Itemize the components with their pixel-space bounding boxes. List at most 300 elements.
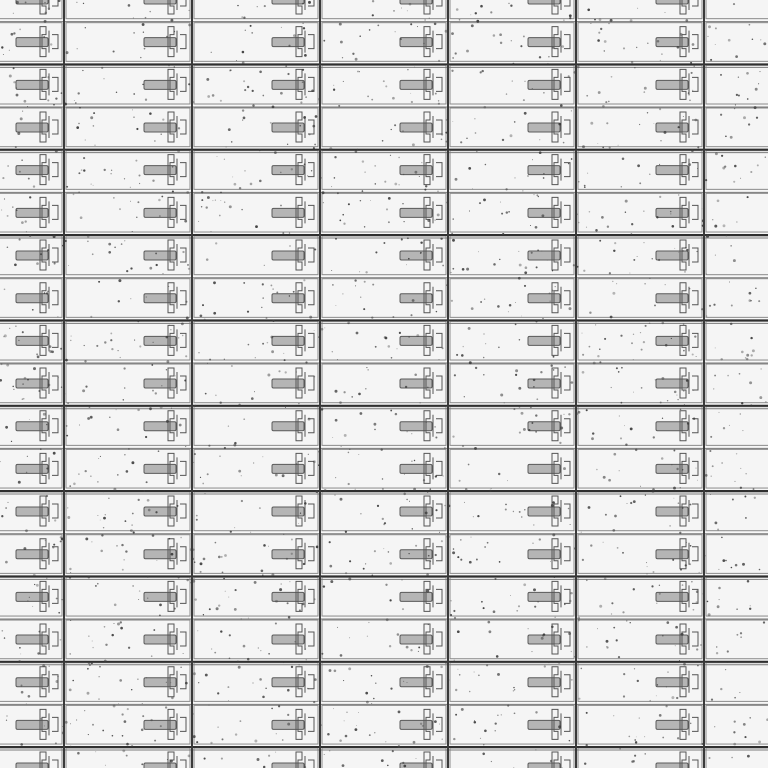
speckle: [100, 550, 103, 553]
speckle: [34, 584, 35, 585]
speckle: [489, 490, 491, 492]
speckle: [303, 279, 305, 281]
slot-icon: [528, 592, 560, 601]
speckle: [486, 664, 488, 666]
speckle: [141, 729, 144, 732]
speckle: [468, 327, 471, 330]
speckle: [407, 237, 409, 239]
speckle: [659, 108, 661, 110]
speckle: [37, 652, 39, 654]
speckle: [760, 39, 761, 40]
speckle: [549, 292, 551, 294]
speckle: [608, 101, 610, 103]
speckle: [388, 345, 391, 348]
speckle: [644, 283, 646, 285]
speckle: [101, 67, 103, 69]
speckle: [588, 506, 591, 509]
speckle: [302, 69, 304, 71]
speckle: [329, 750, 330, 751]
speckle: [633, 334, 634, 335]
speckle: [513, 687, 514, 688]
speckle: [228, 700, 229, 701]
speckle: [84, 710, 85, 711]
speckle: [186, 316, 189, 319]
speckle: [247, 311, 249, 313]
speckle: [241, 475, 242, 476]
speckle: [118, 279, 121, 282]
speckle: [590, 544, 592, 546]
slot-icon: [400, 379, 432, 388]
speckle: [398, 184, 399, 185]
speckle: [283, 662, 284, 663]
speckle: [101, 534, 103, 536]
slot-icon: [656, 80, 688, 89]
speckle: [92, 647, 93, 648]
speckle: [435, 509, 437, 511]
speckle: [602, 105, 605, 108]
speckle: [515, 324, 517, 326]
speckle: [613, 250, 615, 252]
speckle: [673, 498, 674, 499]
slot-icon: [272, 422, 304, 431]
speckle: [304, 54, 307, 57]
speckle: [649, 278, 650, 279]
speckle: [65, 359, 68, 362]
speckle: [451, 233, 452, 234]
speckle: [445, 30, 448, 33]
speckle: [108, 251, 111, 254]
speckle: [441, 138, 443, 140]
speckle: [200, 571, 202, 573]
speckle: [661, 53, 663, 55]
speckle: [264, 265, 265, 266]
speckle: [497, 715, 498, 716]
speckle: [360, 412, 363, 415]
speckle: [543, 92, 545, 94]
speckle: [523, 428, 526, 431]
speckle: [155, 392, 157, 394]
speckle: [547, 260, 548, 261]
speckle: [103, 78, 104, 79]
speckle: [730, 323, 733, 326]
speckle: [593, 362, 596, 365]
speckle: [561, 45, 564, 48]
speckle: [214, 652, 216, 654]
speckle: [170, 19, 173, 22]
speckle: [242, 61, 245, 64]
speckle: [211, 648, 212, 649]
speckle: [4, 198, 5, 199]
speckle: [138, 499, 140, 501]
speckle: [750, 171, 752, 173]
speckle: [332, 351, 333, 352]
slot-icon: [528, 294, 560, 303]
speckle: [441, 133, 443, 135]
speckle: [308, 454, 309, 455]
speckle: [228, 128, 231, 131]
speckle: [678, 194, 679, 195]
speckle: [490, 11, 492, 13]
speckle: [541, 214, 544, 217]
speckle: [56, 680, 59, 683]
speckle: [551, 626, 554, 629]
speckle: [302, 603, 305, 606]
speckle: [299, 125, 301, 127]
speckle: [7, 215, 9, 217]
speckle: [424, 19, 426, 21]
speckle: [105, 765, 106, 766]
speckle: [357, 71, 359, 73]
speckle: [133, 32, 135, 34]
speckle: [8, 502, 9, 503]
speckle: [531, 252, 533, 254]
speckle: [623, 47, 625, 49]
speckle: [245, 30, 246, 31]
speckle: [136, 217, 137, 218]
speckle: [442, 739, 443, 740]
speckle: [714, 726, 715, 727]
speckle: [143, 32, 144, 33]
speckle: [733, 259, 736, 262]
speckle: [66, 51, 69, 54]
speckle: [66, 186, 68, 188]
speckle: [733, 3, 735, 5]
speckle: [300, 101, 302, 103]
speckle: [731, 567, 733, 569]
speckle: [19, 647, 21, 649]
speckle: [21, 691, 24, 694]
speckle: [374, 732, 375, 733]
slot-icon: [144, 38, 176, 47]
speckle: [40, 253, 42, 255]
speckle: [202, 483, 204, 485]
speckle: [244, 89, 246, 91]
speckle: [275, 752, 276, 753]
speckle: [683, 116, 684, 117]
speckle: [29, 234, 32, 237]
speckle: [230, 531, 232, 533]
speckle: [605, 101, 607, 103]
speckle: [126, 755, 128, 757]
speckle: [747, 580, 750, 583]
speckle: [271, 350, 274, 353]
speckle: [342, 293, 343, 294]
speckle: [238, 404, 240, 406]
speckle: [696, 356, 697, 357]
speckle: [128, 448, 129, 449]
speckle: [46, 467, 48, 469]
speckle: [211, 231, 212, 232]
speckle: [7, 246, 9, 248]
speckle: [32, 606, 33, 607]
speckle: [242, 120, 243, 121]
speckle: [139, 183, 140, 184]
speckle: [142, 84, 143, 85]
speckle: [410, 649, 412, 651]
speckle: [643, 211, 644, 212]
speckle: [482, 70, 484, 72]
speckle: [653, 571, 655, 573]
speckle: [363, 568, 365, 570]
speckle: [474, 721, 477, 724]
speckle: [513, 408, 515, 410]
speckle: [752, 38, 754, 40]
speckle: [476, 559, 478, 561]
speckle: [483, 333, 484, 334]
speckle: [132, 513, 134, 515]
speckle: [178, 337, 179, 338]
speckle: [701, 743, 703, 745]
speckle: [533, 386, 534, 387]
speckle: [758, 83, 759, 84]
speckle: [108, 498, 109, 499]
locker-panel: [706, 620, 768, 659]
speckle: [693, 418, 695, 420]
speckle: [521, 412, 524, 415]
speckle: [705, 556, 706, 557]
speckle: [408, 336, 409, 337]
speckle: [177, 149, 180, 152]
speckle: [287, 723, 290, 726]
speckle: [459, 674, 461, 676]
speckle: [365, 563, 366, 564]
speckle: [150, 719, 152, 721]
speckle: [118, 300, 120, 302]
speckle: [220, 100, 222, 102]
speckle: [429, 560, 431, 562]
speckle: [213, 281, 216, 284]
speckle: [621, 186, 623, 188]
speckle: [304, 502, 307, 505]
speckle: [289, 232, 290, 233]
speckle: [641, 387, 643, 389]
speckle: [630, 502, 632, 504]
speckle: [672, 559, 674, 561]
slot-icon: [16, 763, 48, 768]
speckle: [283, 353, 284, 354]
speckle: [384, 522, 386, 524]
speckle: [498, 473, 500, 475]
speckle: [582, 333, 583, 334]
speckle: [515, 177, 516, 178]
speckle: [219, 215, 221, 217]
speckle: [366, 367, 367, 368]
speckle: [104, 341, 106, 343]
speckle: [747, 98, 749, 100]
speckle: [552, 290, 554, 292]
speckle: [87, 417, 90, 420]
speckle: [657, 684, 658, 685]
speckle: [11, 33, 14, 36]
speckle: [259, 678, 262, 681]
speckle: [170, 760, 173, 763]
speckle: [495, 730, 496, 731]
speckle: [16, 87, 17, 88]
speckle: [670, 213, 671, 214]
speckle: [314, 330, 315, 331]
speckle: [466, 268, 469, 271]
locker-panel: [706, 492, 768, 531]
speckle: [204, 319, 206, 321]
speckle: [23, 547, 26, 550]
speckle: [446, 284, 448, 286]
speckle: [287, 689, 290, 692]
speckle: [445, 141, 447, 143]
locker-panel: [706, 663, 768, 702]
speckle: [212, 200, 213, 201]
speckle: [291, 666, 293, 668]
speckle: [311, 90, 314, 93]
slot-icon: [528, 678, 560, 687]
speckle: [680, 33, 683, 36]
speckle: [613, 627, 615, 629]
speckle: [404, 474, 405, 475]
speckle: [1, 363, 3, 365]
speckle: [595, 229, 598, 232]
slot-icon: [272, 550, 304, 559]
speckle: [27, 106, 28, 107]
speckle: [643, 242, 644, 243]
speckle: [420, 252, 422, 254]
speckle: [176, 505, 178, 507]
speckle: [314, 376, 315, 377]
speckle: [104, 169, 106, 171]
speckle: [142, 703, 143, 704]
speckle: [675, 645, 676, 646]
speckle: [667, 400, 668, 401]
speckle: [518, 387, 521, 390]
slot-icon: [16, 550, 48, 559]
speckle: [251, 32, 253, 34]
speckle: [84, 360, 86, 362]
speckle: [696, 251, 697, 252]
speckle: [233, 444, 236, 447]
speckle: [318, 98, 321, 101]
speckle: [386, 208, 388, 210]
speckle: [670, 211, 672, 213]
speckle: [682, 469, 683, 470]
speckle: [536, 266, 538, 268]
speckle: [656, 216, 658, 218]
speckle: [293, 34, 296, 37]
speckle: [300, 513, 301, 514]
locker-panel: [706, 65, 768, 104]
speckle: [153, 629, 155, 631]
speckle: [434, 426, 436, 428]
speckle: [453, 610, 455, 612]
speckle: [645, 325, 647, 327]
speckle: [604, 338, 606, 340]
speckle: [688, 92, 689, 93]
speckle: [172, 166, 174, 168]
speckle: [105, 514, 106, 515]
locker-panel: [706, 748, 768, 768]
speckle: [139, 345, 141, 347]
speckle: [52, 546, 54, 548]
speckle: [169, 325, 170, 326]
speckle: [491, 761, 492, 762]
speckle: [234, 527, 235, 528]
speckle: [623, 673, 625, 675]
speckle: [64, 393, 65, 394]
speckle: [699, 572, 700, 573]
speckle: [466, 138, 467, 139]
speckle: [402, 580, 403, 581]
speckle: [598, 91, 601, 94]
speckle: [237, 5, 238, 6]
speckle: [708, 36, 709, 37]
speckle: [722, 559, 725, 562]
speckle: [597, 143, 598, 144]
speckle: [312, 125, 315, 128]
speckle: [26, 231, 27, 232]
speckle: [73, 483, 76, 486]
speckle: [469, 691, 471, 693]
speckle: [402, 203, 403, 204]
slot-icon: [16, 123, 48, 132]
speckle: [763, 621, 765, 623]
speckle: [54, 262, 56, 264]
speckle: [359, 35, 361, 37]
speckle: [637, 256, 638, 257]
speckle: [611, 76, 613, 78]
speckle: [25, 529, 28, 532]
speckle: [324, 754, 325, 755]
speckle: [727, 375, 729, 377]
speckle: [183, 653, 184, 654]
speckle: [344, 434, 347, 437]
speckle: [27, 600, 28, 601]
speckle: [337, 627, 338, 628]
speckle: [372, 14, 374, 16]
speckle: [162, 118, 164, 120]
speckle: [305, 96, 307, 98]
speckle: [388, 551, 390, 553]
speckle: [138, 599, 139, 600]
speckle: [313, 701, 315, 703]
speckle: [340, 41, 343, 44]
speckle: [697, 168, 698, 169]
speckle: [684, 271, 686, 273]
speckle: [21, 221, 24, 224]
speckle: [634, 755, 636, 757]
speckle: [575, 213, 577, 215]
speckle: [553, 356, 555, 358]
speckle: [631, 342, 633, 344]
speckle: [119, 679, 122, 682]
speckle: [560, 427, 563, 430]
speckle: [465, 488, 468, 491]
speckle: [357, 149, 358, 150]
speckle: [43, 413, 46, 416]
speckle: [415, 171, 418, 174]
speckle: [116, 409, 117, 410]
speckle: [505, 188, 507, 190]
slot-icon: [656, 550, 688, 559]
speckle: [665, 344, 668, 347]
speckle: [60, 639, 62, 641]
speckle: [371, 316, 373, 318]
speckle: [568, 163, 569, 164]
speckle: [466, 50, 469, 53]
speckle: [719, 599, 720, 600]
speckle: [581, 668, 583, 670]
speckle: [406, 264, 407, 265]
speckle: [221, 758, 223, 760]
speckle: [49, 345, 52, 348]
speckle: [573, 264, 575, 266]
speckle: [270, 284, 272, 286]
